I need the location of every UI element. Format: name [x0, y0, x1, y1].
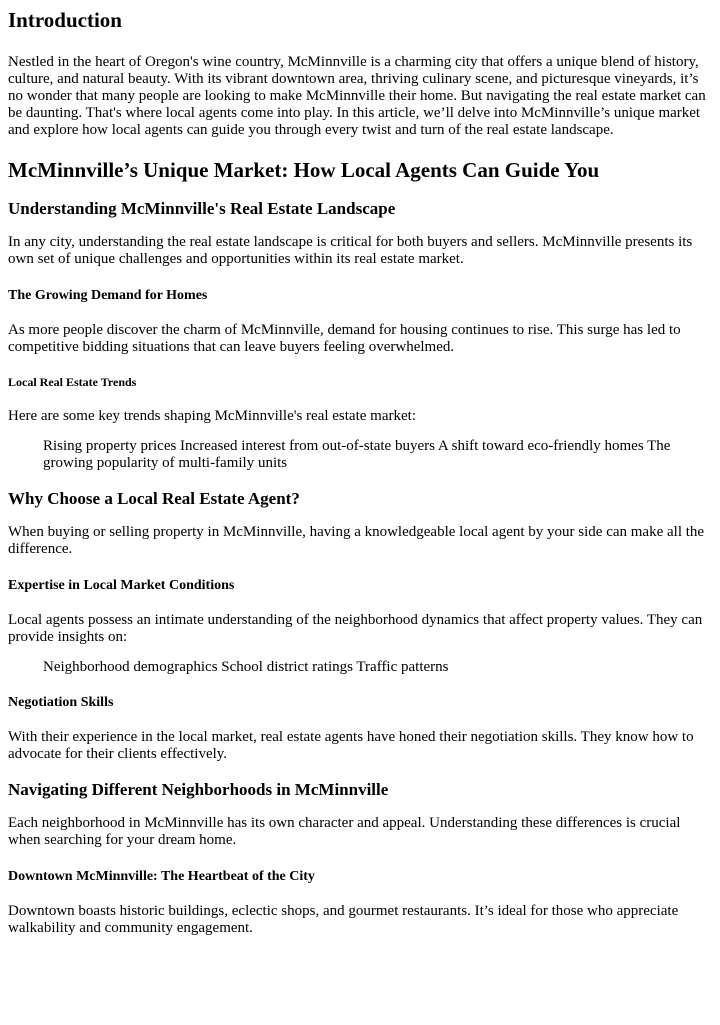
article	[0, 8, 720, 937]
expertise-heading: Expertise in Local Market Conditions	[8, 578, 235, 593]
landscape-paragraph: In any city, understanding the real estate landscape is critical for both buyers and sellers. McMinnville presents its own set of unique challenges and opportunities within its real estate market.	[8, 234, 693, 267]
intro-paragraph: Nestled in the heart of Oregon's wine country, McMinnville is a charming city that offers a unique blend of history, culture, and natural beauty. With its vibrant downtown area, thriving culinary scene, and picturesque vineyards, it’s no wonder that many people are looking to make McMinnville their home. But navigating the real estate market can be daunting. That's where local agents come into play. In this article, we’ll delve into McMinnville’s unique market and explore how local agents can guide you through every twist and turn of the real estate landscape.	[8, 54, 706, 138]
neighborhoods-paragraph: Each neighborhood in McMinnville has its own character and appeal. Understanding these differences is crucial when searching for your dream home.	[8, 815, 681, 848]
demand-paragraph: As more people discover the charm of McMinnville, demand for housing continues to rise. This surge has led to competitive bidding situations that can leave buyers feeling overwhelmed.	[8, 322, 681, 355]
main-heading: McMinnville’s Unique Market: How Local Agents Can Guide You	[8, 158, 600, 182]
why-agent-paragraph: When buying or selling property in McMinnville, having a knowledgeable local agent by your side can make all the difference.	[8, 524, 705, 557]
negotiation-heading: Negotiation Skills	[8, 695, 114, 710]
trends-list: Rising property prices Increased interest from out-of-state buyers A shift toward eco-friendly homes The growing popularity of multi-family units	[43, 438, 671, 471]
negotiation-paragraph: With their experience in the local market, real estate agents have honed their negotiation skills. They know how to advocate for their clients effectively.	[8, 729, 694, 762]
expertise-list: Neighborhood demographics School district ratings Traffic patterns	[43, 659, 449, 675]
demand-heading: The Growing Demand for Homes	[8, 288, 208, 303]
intro-heading: Introduction	[8, 8, 122, 32]
neighborhoods-heading: Navigating Different Neighborhoods in McMinnville	[8, 780, 389, 799]
trends-heading: Local Real Estate Trends	[8, 375, 137, 389]
trends-paragraph: Here are some key trends shaping McMinnville's real estate market:	[8, 408, 416, 424]
downtown-paragraph: Downtown boasts historic buildings, eclectic shops, and gourmet restaurants. It’s ideal for those who appreciate walkability and community engagement.	[8, 903, 679, 936]
landscape-heading: Understanding McMinnville's Real Estate Landscape	[8, 199, 396, 218]
downtown-heading: Downtown McMinnville: The Heartbeat of the City	[8, 869, 315, 884]
why-agent-heading: Why Choose a Local Real Estate Agent?	[8, 489, 300, 508]
expertise-paragraph: Local agents possess an intimate understanding of the neighborhood dynamics that affect property values. They can provide insights on:	[8, 612, 703, 645]
